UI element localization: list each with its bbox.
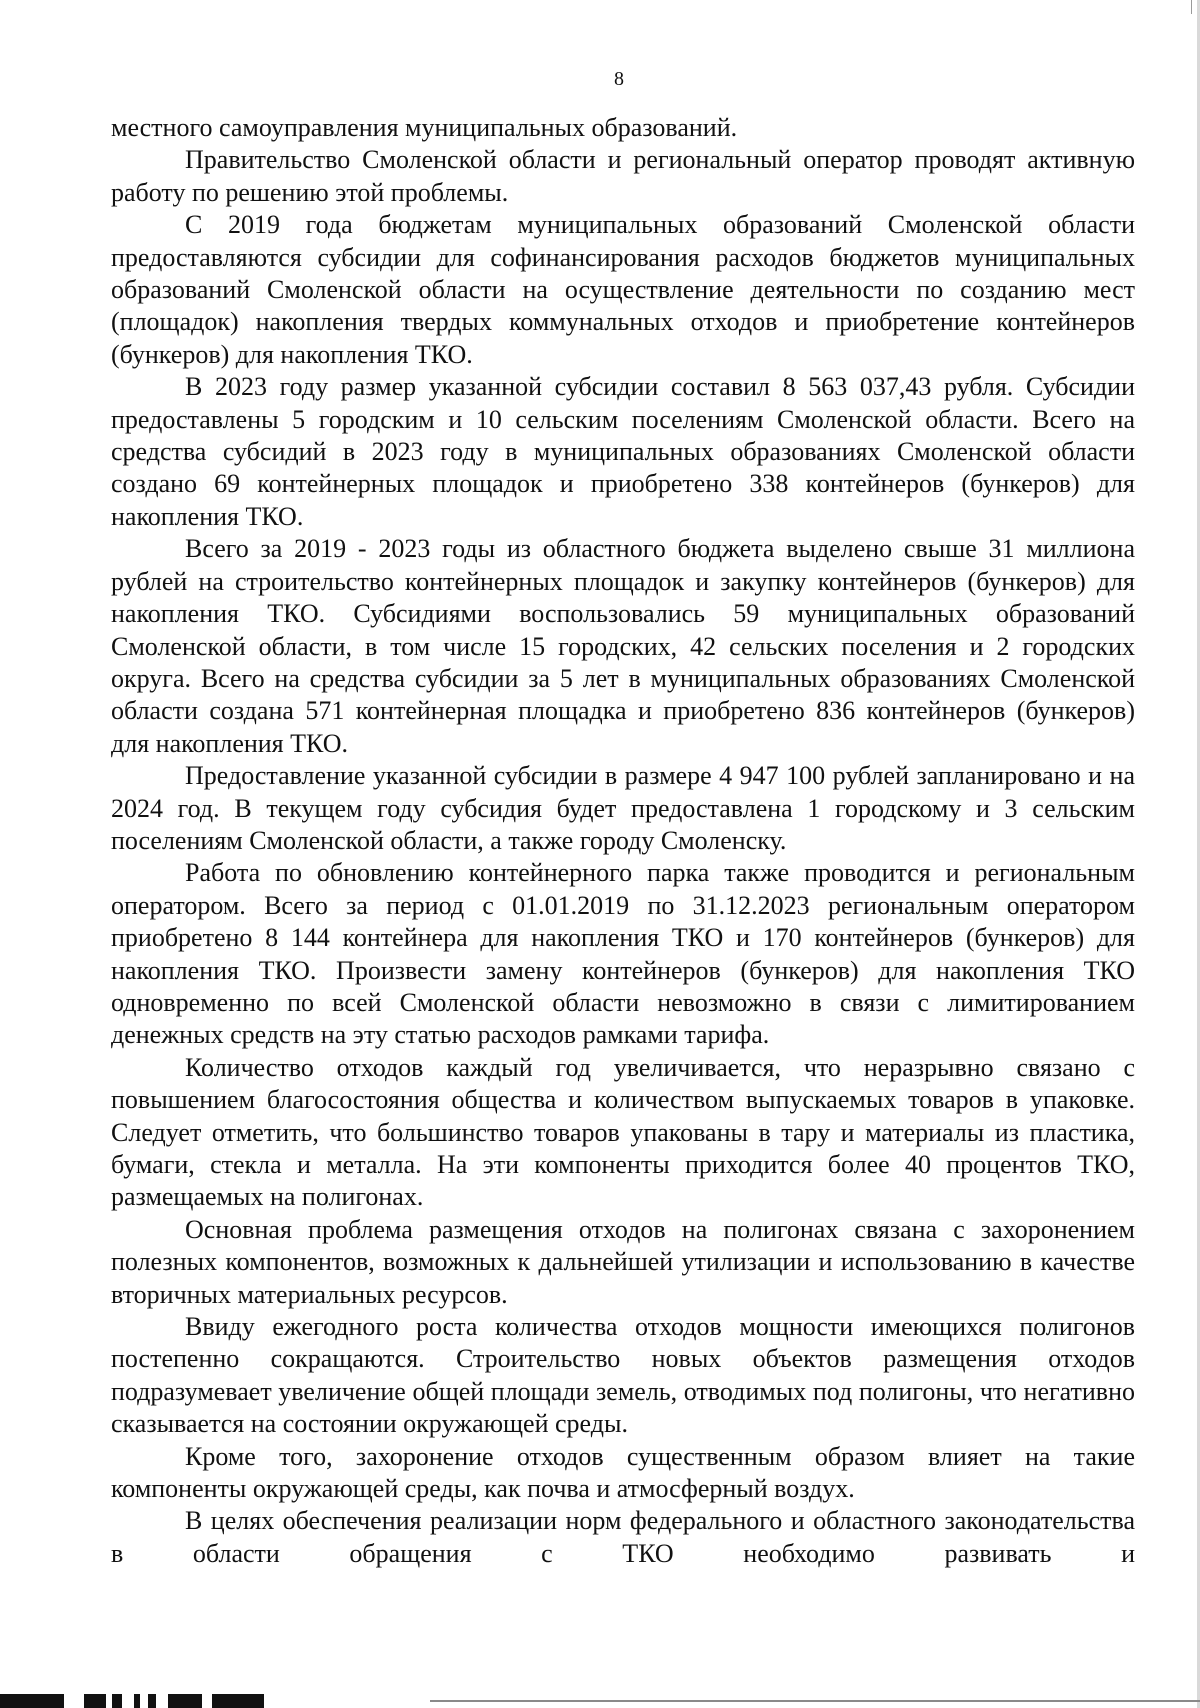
paragraph-continuation: местного самоуправления муниципальных образований.	[111, 113, 738, 142]
paragraph: Предоставление указанной субсидии в размере 4 947 100 рублей запланировано и на 2024 год. В текущем году субсидия будет предоставлена 1 городскому и 3 сельским поселениям Смоленской области, а также городу Смоленску.	[111, 761, 1135, 855]
paragraph: В 2023 году размер указанной субсидии составил 8 563 037,43 рубля. Субсидии предоставлены 5 городским и 10 сельским поселениям Смоленской области. Всего на средства субсидий в 2023 году в муниципальных образованиях Смоленской области создано 69 контейнерных площадок и приобретено 338 контейнеров (бункеров) для накопления ТКО.	[111, 372, 1135, 531]
scan-artifact-line	[430, 1700, 1200, 1702]
scan-edge-mark	[1191, 0, 1192, 14]
paragraph-final-partial: В целях обеспечения реализации норм федерального и областного законодательства в области обращения с ТКО необходимо развивать и	[111, 1506, 1135, 1568]
paragraph: Всего за 2019 - 2023 годы из областного бюджета выделено свыше 31 миллиона рублей на строительство контейнерных площадок и закупку контейнеров (бункеров) для накопления ТКО. Субсидиями воспользовались 59 муниципальных образований Смоленской области, в том числе 15 городских, 42 сельских поселения и 2 городских округа. Всего на средства субсидии за 5 лет в муниципальных образованиях Смоленской области создана 571 контейнерная площадка и приобретено 836 контейнеров (бункеров) для накопления ТКО.	[111, 534, 1135, 758]
document-body	[111, 112, 1135, 1570]
paragraph: Количество отходов каждый год увеличивается, что неразрывно связано с повышением благосостояния общества и количеством выпускаемых товаров в упаковке. Следует отметить, что большинство товаров упакованы в тару и материалы из пластика, бумаги, стекла и металла. На эти компоненты приходится более 40 процентов ТКО, размещаемых на полигонах.	[111, 1052, 1135, 1212]
scan-artifact-marks	[0, 1694, 300, 1708]
paragraph: Кроме того, захоронение отходов существенным образом влияет на такие компоненты окружающей среды, как почва и атмосферный воздух.	[111, 1441, 1135, 1504]
paragraph: Основная проблема размещения отходов на полигонах связана с захоронением полезных компонентов, возможных к дальнейшей утилизации и использованию в качестве вторичных материальных ресурсов.	[111, 1214, 1135, 1309]
paragraph: Работа по обновлению контейнерного парка также проводится и региональным оператором. Всего за период с 01.01.2019 по 31.12.2023 региональным оператором приобретено 8 144 контейнера для накопления ТКО и 170 контейнеров (бункеров) для накопления ТКО. Произвести замену контейнеров (бункеров) для накопления ТКО одновременно по всей Смоленской области невозможно в связи с лимитированием денежных средств на эту статью расходов рамками тарифа.	[111, 858, 1135, 1050]
page-number: 8	[614, 68, 624, 90]
paragraph: Правительство Смоленской области и региональный оператор проводят активную работу по решению этой проблемы.	[111, 145, 1135, 207]
paragraph: С 2019 года бюджетам муниципальных образований Смоленской области предоставляются субсидии для софинансирования расходов бюджетов муниципальных образований Смоленской области на осуществление деятельности по созданию мест (площадок) накопления твердых коммунальных отходов и приобретение контейнеров (бункеров) для накопления ТКО.	[111, 210, 1135, 369]
paragraph: Ввиду ежегодного роста количества отходов мощности имеющихся полигонов постепенно сокращаются. Строительство новых объектов размещения отходов подразумевает увеличение общей площади земель, отводимых под полигоны, что негативно сказывается на состоянии окружающей среды.	[111, 1312, 1135, 1439]
